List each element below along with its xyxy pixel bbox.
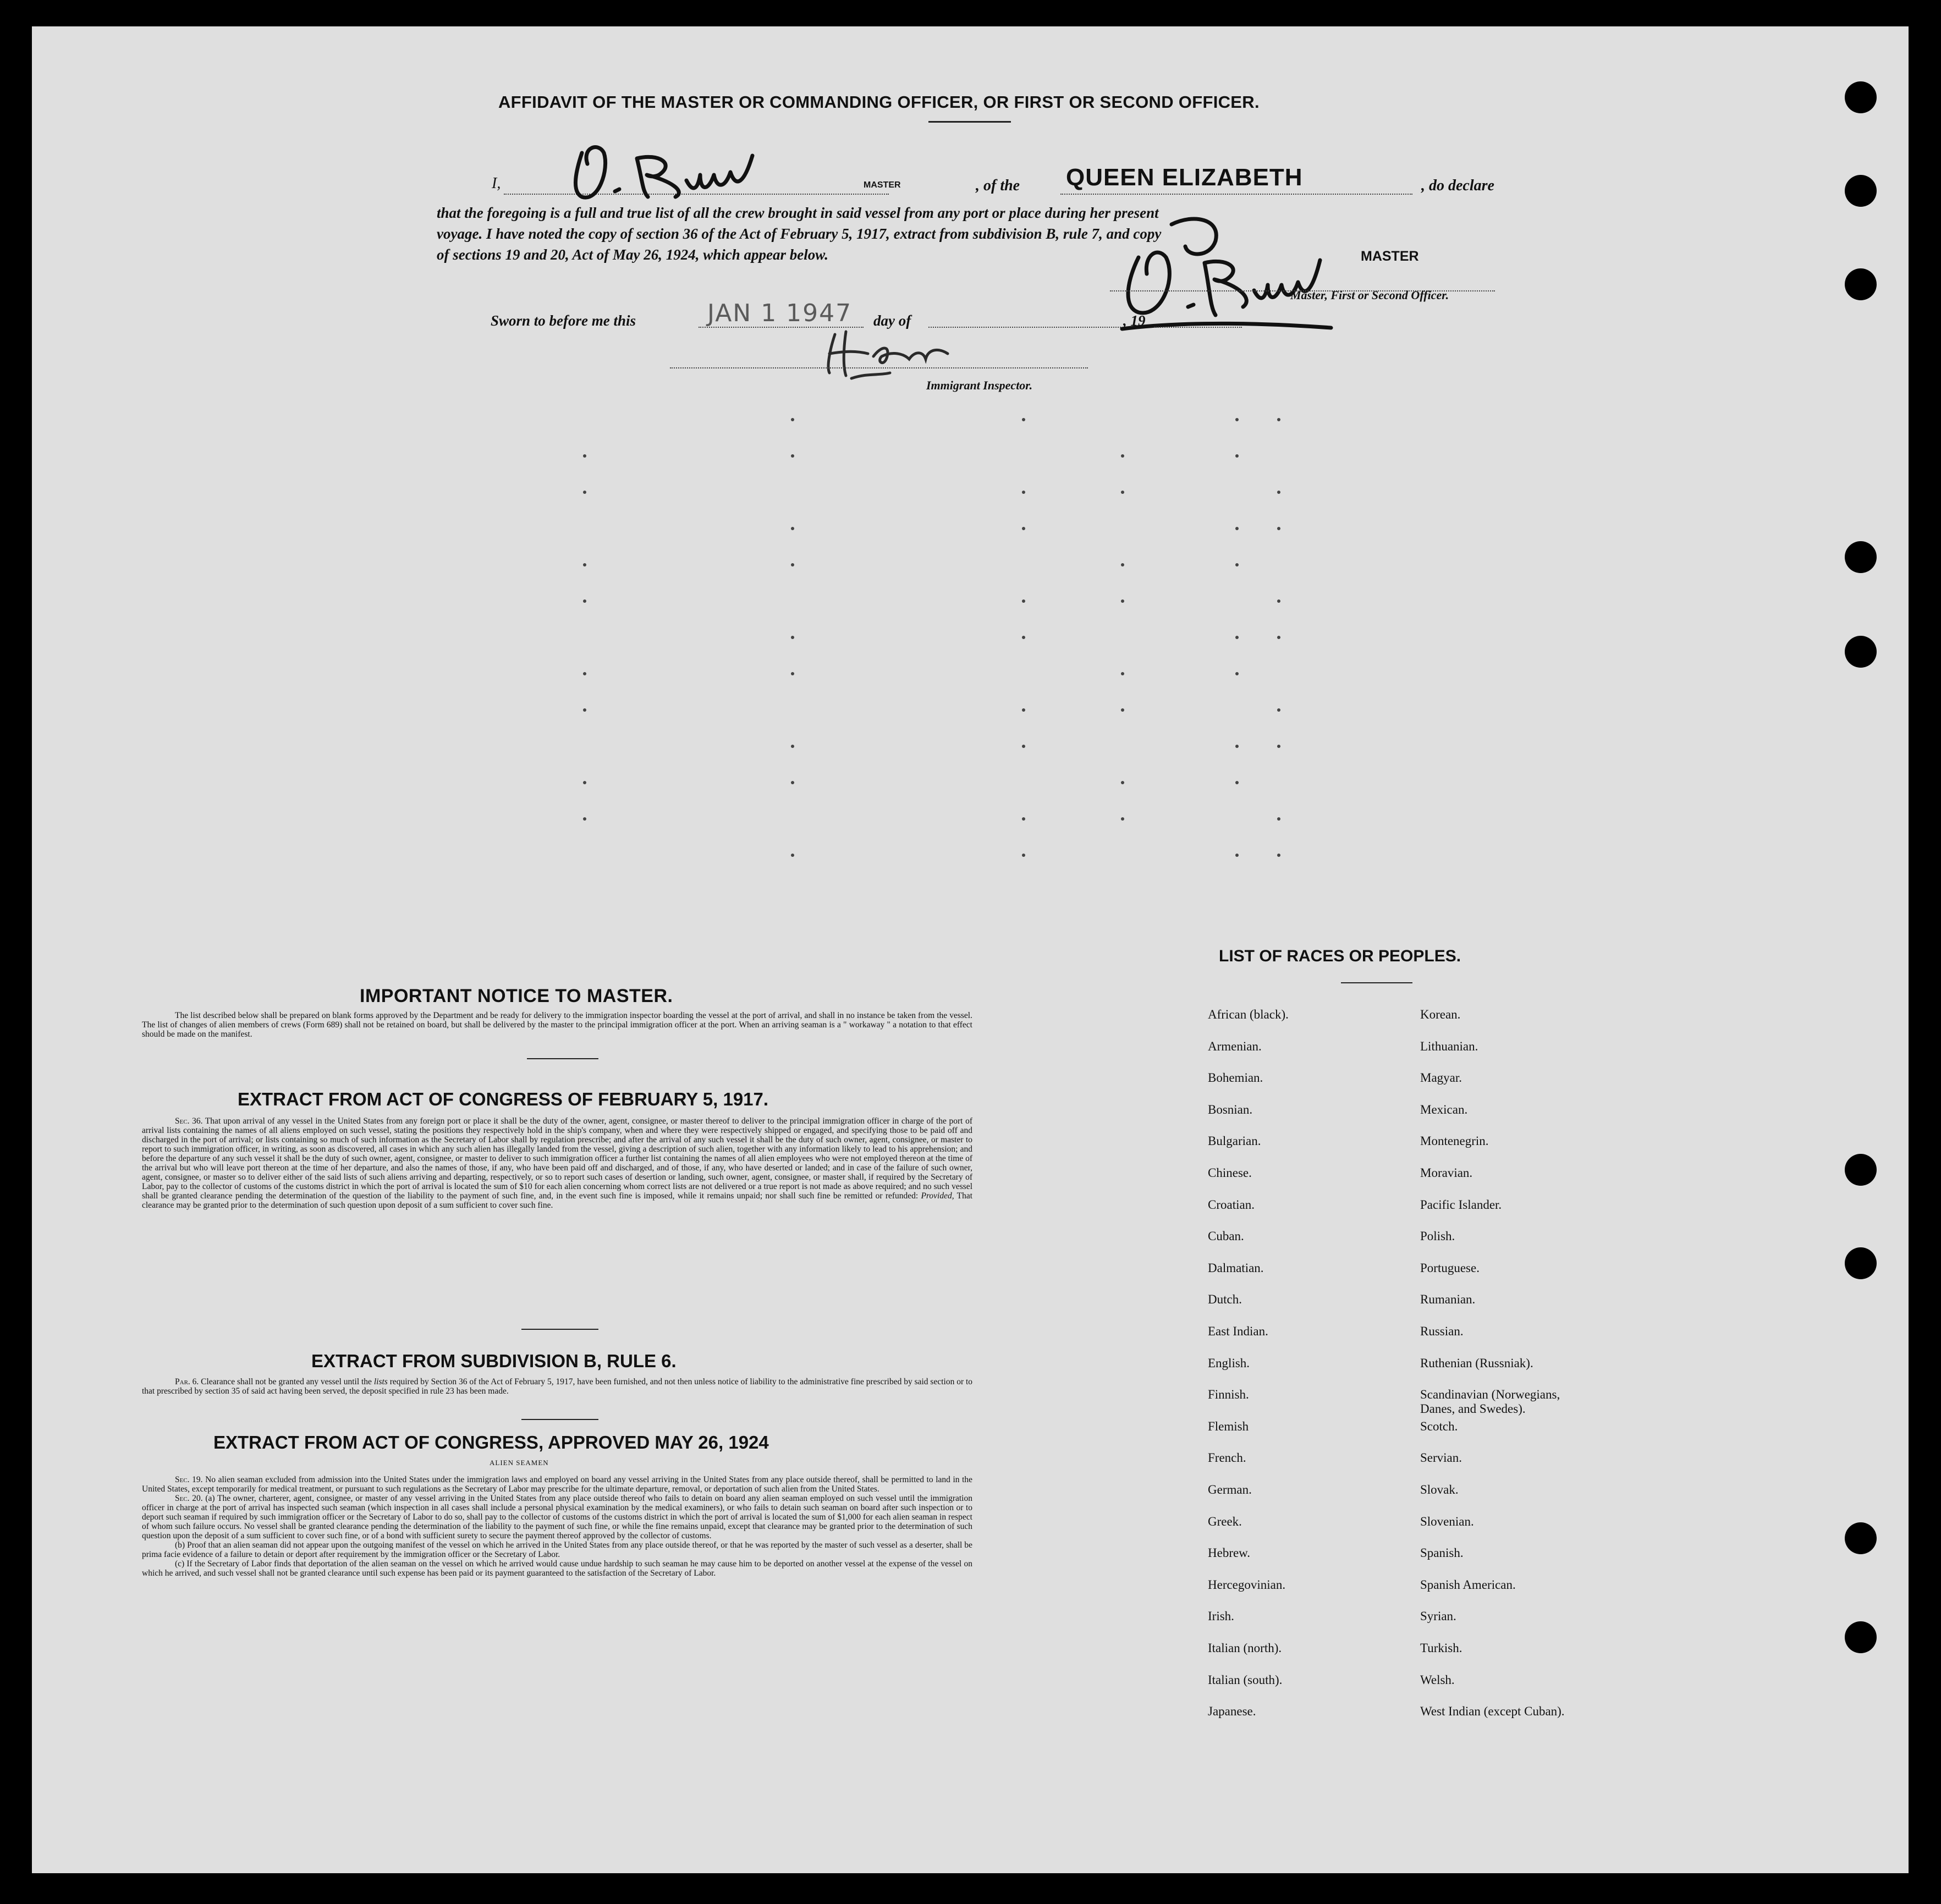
race-item: Ruthenian (Russniak). xyxy=(1420,1356,1533,1370)
race-item: Greek. xyxy=(1208,1514,1242,1528)
rule-6-divider xyxy=(521,1419,598,1420)
bleed-dot xyxy=(1121,454,1124,458)
race-item: Japanese. xyxy=(1208,1704,1256,1719)
punch-hole xyxy=(1845,1522,1877,1554)
sec-20-body: (a) The owner, charterer, agent, consignee, or master of any vessel arriving in the United States from any place outside thereof who fails to detain on board any alien seaman employed on such vessel until the immigration officer in charge at the port of arrival has inspected such seaman (which inspection in all cases shall include a personal physical examination by the medical examiners), or who fails to detain such seaman on board after such inspection or to deport such seaman if required by such immigration officer or the Secretary of Labor to do so, shall pay to the collector of customs of the customs district in which the port of arrival is located the sum of $1,000 for each alien seaman in respect of whom such failure occurs. No vessel shall be granted clearance pending the determination of the liability to the payment of such fine, or while the fine remains unpaid, except that clearance may be granted prior to the determination of such question upon the deposit of a sum sufficient to cover such fine, or of a bond with sufficient surety to secure the payment thereof approved by the collector of customs. xyxy=(142,1494,972,1540)
bleed-dot xyxy=(791,672,794,675)
race-item: Croatian. xyxy=(1208,1197,1255,1212)
race-item: African (black). xyxy=(1208,1008,1289,1021)
par-6-body-after: required by Section 36 of the Act of February 5, 1917, have been furnished, and not then unless notice of liability to the administrative fine prescribed by said section or to that prescribed by section 35 of said act having been served, the deposit specified in rule 23 has been made. xyxy=(142,1377,973,1396)
bleed-dot xyxy=(1235,454,1239,458)
sworn-label: Sworn to before me this xyxy=(491,312,636,329)
bleed-dot xyxy=(1121,708,1124,712)
par-6-label: Par. 6. xyxy=(175,1377,199,1386)
race-item: West Indian (except Cuban). xyxy=(1420,1704,1565,1719)
sec-19-body: No alien seaman excluded from admission into the United States under the immigration laws and employed on board any vessel arriving in the United States from any place outside thereof, shall be permitted to land in the United States, except temporarily for medical treatment, or pursuant to such regulations as the Secretary of Labor may prescribe for the ultimate departure, removal, or deportation of such alien from the United States. xyxy=(142,1475,973,1494)
bleed-dot xyxy=(1235,854,1239,857)
bleed-dot xyxy=(1022,745,1025,748)
race-item: Russian. xyxy=(1420,1324,1464,1338)
race-item: Syrian. xyxy=(1420,1609,1456,1624)
race-item: Hebrew. xyxy=(1208,1546,1251,1560)
do-declare-label: , do declare xyxy=(1421,177,1494,194)
race-item: German. xyxy=(1208,1483,1252,1496)
inspector-signature xyxy=(813,323,989,384)
extract-1924-title: EXTRACT FROM ACT OF CONGRESS, APPROVED MAY 26, 1924 xyxy=(213,1432,769,1452)
year-line xyxy=(1154,327,1242,328)
race-item: Lithuanian. xyxy=(1420,1039,1478,1053)
race-item: Korean. xyxy=(1420,1008,1461,1021)
par-6-lists: lists xyxy=(373,1377,388,1386)
notice-body: The list described below shall be prepared on blank forms approved by the Department and be ready for delivery to the immigration inspector boarding the vessel at the port of arrival, and shall in no instance be taken from the vessel. The list of changes of alien members of crews (Form 689) shall not be retained on board, but shall be delivered by the master to the principal immigration officer at the port. When an arriving seaman is a " workaway " a notation to that effect should be made on the manifest. xyxy=(142,1011,972,1039)
bleed-dot xyxy=(1121,817,1124,821)
race-item: Polish. xyxy=(1420,1229,1455,1243)
declaration-line-3: of sections 19 and 20, Act of May 26, 1924, which appear below. xyxy=(437,246,828,263)
punch-hole xyxy=(1845,541,1877,573)
bleed-dot xyxy=(1235,745,1239,748)
bleed-dot xyxy=(1235,781,1239,784)
bleed-dot xyxy=(1235,527,1239,530)
year-prefix: , 19 xyxy=(1123,312,1146,329)
race-item: Welsh. xyxy=(1420,1672,1455,1687)
sec-36-label: Sec. 36. xyxy=(175,1116,203,1126)
vessel-name-line xyxy=(1060,194,1412,195)
day-of-label: day of xyxy=(873,312,911,329)
bleed-dot xyxy=(1022,418,1025,421)
race-item: Bosnian. xyxy=(1208,1102,1253,1116)
par-6-body-before: Clearance shall not be granted any vessel until the xyxy=(201,1377,372,1386)
extract-1924-text xyxy=(142,1475,972,1578)
punch-hole xyxy=(1845,81,1877,113)
bleed-dot xyxy=(1022,817,1025,821)
race-item: Irish. xyxy=(1208,1609,1234,1624)
inspector-line xyxy=(670,367,1088,368)
bleed-dot xyxy=(791,781,794,784)
race-item: Armenian. xyxy=(1208,1039,1262,1053)
race-item: Chinese. xyxy=(1208,1166,1252,1180)
bleed-dot xyxy=(1022,527,1025,530)
race-item: Mexican. xyxy=(1420,1102,1468,1116)
race-item: Scandinavian (Norwegians, Danes, and Swedes). xyxy=(1420,1388,1560,1416)
proviso-label: Provided, xyxy=(921,1191,954,1201)
notice-divider xyxy=(527,1058,598,1059)
bleed-dot xyxy=(1235,672,1239,675)
master-signature xyxy=(560,136,796,213)
race-item: Portuguese. xyxy=(1420,1261,1480,1275)
race-item: Slovenian. xyxy=(1420,1514,1474,1528)
sec-19-label: Sec. 19. xyxy=(175,1475,203,1484)
race-item: Cuban. xyxy=(1208,1229,1244,1243)
bleed-dot xyxy=(1121,781,1124,784)
sec-20c-body: (c) If the Secretary of Labor finds that deportation of the alien seaman on the vessel on which he arrived would cause undue hardship to such seaman he may cause him to be deported on another vessel at the expense of the vessel on which he arrived, and such vessel shall not be granted clearance until such expense has been paid or its payment guaranteed to the satisfaction of the Secretary of Labor. xyxy=(142,1559,972,1578)
sec-20b-body: (b) Proof that an alien seaman did not appear upon the outgoing manifest of the vessel on which he arrived in the United States from any place outside thereof, or that he was reported by the master of such vessel as a deserter, shall be prima facie evidence of a failure to detain or deport after requirement by the immigration officer or the Secretary of Labor. xyxy=(142,1540,972,1559)
punch-hole xyxy=(1845,1247,1877,1279)
bleed-dot xyxy=(1121,599,1124,603)
declaration-line-1: that the foregoing is a full and true list of all the crew brought in said vessel from any port or place during her present xyxy=(437,205,1159,221)
race-item: Dutch. xyxy=(1208,1292,1242,1307)
race-item: Servian. xyxy=(1420,1451,1462,1465)
proviso-body: That clearance may be granted prior to the determination of such question upon deposit of a sum sufficient to cover such fine. xyxy=(142,1191,973,1210)
bleed-dot xyxy=(1277,527,1280,530)
bleed-dot xyxy=(1277,708,1280,712)
bleed-dot xyxy=(791,854,794,857)
races-divider xyxy=(1341,982,1412,983)
title-underline xyxy=(928,121,1011,123)
notice-title: IMPORTANT NOTICE TO MASTER. xyxy=(360,986,673,1006)
notice-text xyxy=(142,1011,972,1039)
punch-hole xyxy=(1845,1621,1877,1653)
race-item: Dalmatian. xyxy=(1208,1261,1264,1275)
i-label: I, xyxy=(492,175,501,192)
bleed-dot xyxy=(1277,854,1280,857)
bleed-dot xyxy=(1121,563,1124,566)
bleed-dot xyxy=(791,527,794,530)
bleed-dot xyxy=(1022,599,1025,603)
bleed-dot xyxy=(1277,817,1280,821)
bleed-dot xyxy=(583,563,586,566)
signer-caption: Master, First or Second Officer. xyxy=(1290,288,1449,302)
race-item: Flemish xyxy=(1208,1419,1249,1433)
declaration-line-2: voyage. I have noted the copy of section 36 of the Act of February 5, 1917, extract from subdivision B, rule 7, and copy xyxy=(437,225,1162,242)
race-item: Spanish. xyxy=(1420,1546,1464,1560)
bleed-dot xyxy=(1121,672,1124,675)
bleed-dot xyxy=(1277,745,1280,748)
rule-6-text xyxy=(142,1377,972,1396)
race-item: Magyar. xyxy=(1420,1071,1462,1085)
document-page xyxy=(32,26,1909,1873)
alien-seamen-subtitle: ALIEN SEAMEN xyxy=(490,1459,549,1467)
rule-6-title: EXTRACT FROM SUBDIVISION B, RULE 6. xyxy=(311,1351,677,1371)
bleed-dot xyxy=(583,817,586,821)
bleed-dot xyxy=(1277,636,1280,639)
race-item: Slovak. xyxy=(1420,1483,1459,1496)
bleed-dot xyxy=(791,418,794,421)
bleed-dot xyxy=(583,708,586,712)
bleed-dot xyxy=(583,454,586,458)
bleed-dot xyxy=(583,781,586,784)
bleed-dot xyxy=(1277,491,1280,494)
affidavit-title: AFFIDAVIT OF THE MASTER OR COMMANDING OFFICER, OR FIRST OR SECOND OFFICER. xyxy=(498,92,1260,112)
bleed-dot xyxy=(1235,418,1239,421)
extract-1917-text xyxy=(142,1116,972,1210)
bleed-dot xyxy=(1022,854,1025,857)
sworn-date-stamp: JAN 1 1947 xyxy=(707,299,853,327)
bleed-dot xyxy=(1121,491,1124,494)
bleed-dot xyxy=(1235,636,1239,639)
master-label: MASTER xyxy=(864,180,901,190)
master-stamp: MASTER xyxy=(1361,249,1419,264)
bleed-dot xyxy=(583,599,586,603)
race-item: Italian (south). xyxy=(1208,1672,1283,1687)
race-item: Italian (north). xyxy=(1208,1641,1282,1655)
race-item: Hercegovinian. xyxy=(1208,1577,1286,1592)
bleed-dot xyxy=(1277,418,1280,421)
bleed-dot xyxy=(791,745,794,748)
bleed-dot xyxy=(1235,563,1239,566)
race-item: Pacific Islander. xyxy=(1420,1197,1502,1212)
race-item: Turkish. xyxy=(1420,1641,1462,1655)
race-item: Rumanian. xyxy=(1420,1292,1476,1307)
punch-hole xyxy=(1845,636,1877,668)
race-item: French. xyxy=(1208,1451,1246,1465)
bleed-dot xyxy=(1022,636,1025,639)
sec-20-label: Sec. 20. xyxy=(175,1494,203,1503)
extract-1917-divider xyxy=(521,1329,598,1330)
punch-hole xyxy=(1845,268,1877,300)
of-the-label: , of the xyxy=(976,177,1020,194)
race-item: Bulgarian. xyxy=(1208,1134,1261,1148)
inspector-caption: Immigrant Inspector. xyxy=(926,378,1033,392)
bleed-dot xyxy=(791,563,794,566)
race-item: Bohemian. xyxy=(1208,1071,1263,1085)
sec-36-body: That upon arrival of any vessel in the United States from any foreign port or place it shall be the duty of the owner, agent, consignee, or master thereof to deliver to the principal immigration officer in charge of the port of arrival lists containing the names of all aliens employed on such vessel, stating the positions they respectively hold in the ship's company, when and where they were respectively shipped or engaged, and specifying those to be paid off and discharged in the port of arrival; or lists containing so much of such information as the Secretary of Labor shall by regulation prescribe; and after the arrival of any such vessel it shall be the duty of such owner, agent, consignee, or master to report to such immigration officer, in writing, as soon as discovered, all cases in which any such alien has illegally landed from the vessel, giving a description of such alien, together with any information likely to lead to his apprehension; and before the departure of any such vessel it shall be the duty of such owner, agent, consignee, or master to deliver to such immigration officer a further list containing the names of all alien employees who were not employed thereon at the time of the arrival but who will leave port thereon at the time of her departure, and also the names of those, if any, who have been paid off and discharged, and of those, if any, who have deserted or landed; and in case of the failure of such owner, agent, consignee, or master so to deliver either of the said lists of such aliens arriving and departing, respectively, or so to report such cases of desertion or landing, such owner, agent, consignee, or master shall, if required by the Secretary of Labor, pay to the collector of customs of the customs district in which the port of arrival is located the sum of $10 for each alien concerning whom correct lists are not delivered or a true report is not made as above required; and no such vessel shall be granted clearance pending the determination of the question of the liability to the payment of such fine, and, in the event such fine is imposed, while it remains unpaid; nor shall such fine be remitted or refunded: xyxy=(142,1116,972,1201)
punch-hole xyxy=(1845,1154,1877,1186)
bleed-dot xyxy=(583,491,586,494)
race-item: Montenegrin. xyxy=(1420,1134,1489,1148)
race-item: Spanish American. xyxy=(1420,1577,1516,1592)
bleed-dot xyxy=(791,454,794,458)
bleed-dot xyxy=(1022,491,1025,494)
bleed-dot xyxy=(791,636,794,639)
race-item: Scotch. xyxy=(1420,1419,1458,1433)
bleed-dot xyxy=(1277,599,1280,603)
extract-1917-title: EXTRACT FROM ACT OF CONGRESS OF FEBRUARY 5, 1917. xyxy=(238,1089,769,1109)
punch-hole xyxy=(1845,175,1877,207)
race-item: Moravian. xyxy=(1420,1166,1473,1180)
bleed-dot xyxy=(1022,708,1025,712)
bleed-dot xyxy=(583,672,586,675)
race-item: English. xyxy=(1208,1356,1250,1370)
vessel-name: QUEEN ELIZABETH xyxy=(1066,164,1303,191)
races-title: LIST OF RACES OR PEOPLES. xyxy=(1219,947,1461,965)
race-item: East Indian. xyxy=(1208,1324,1268,1338)
race-item: Finnish. xyxy=(1208,1388,1249,1402)
